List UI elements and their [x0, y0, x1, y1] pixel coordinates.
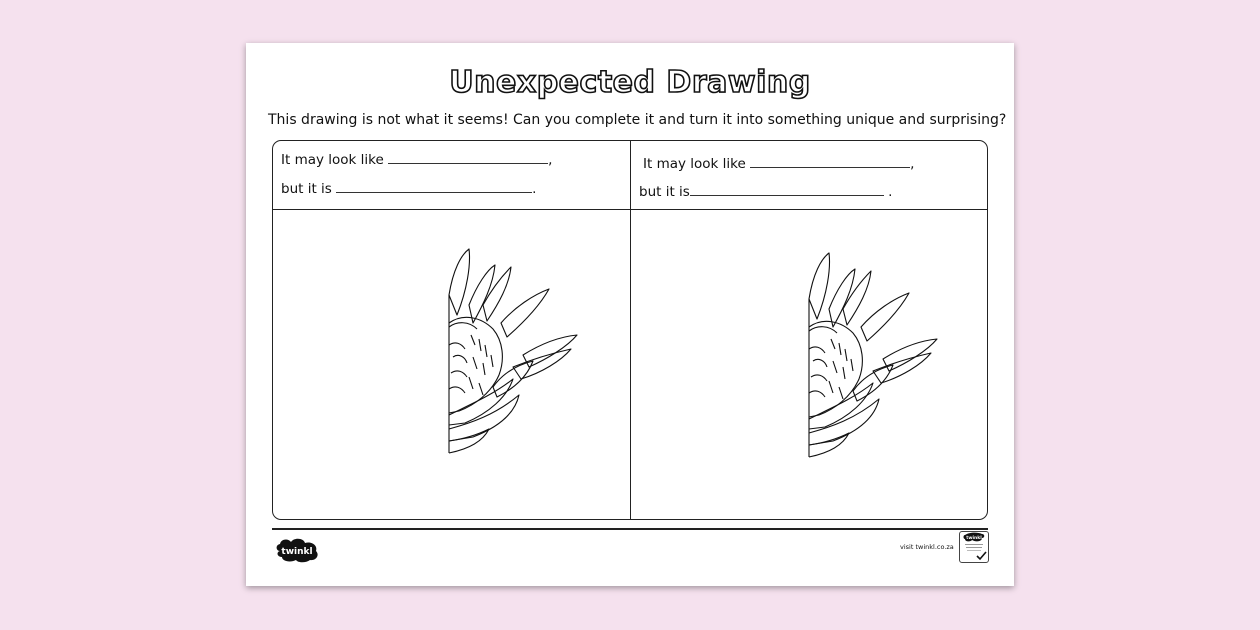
- quality-badge-icon: [959, 531, 989, 563]
- badge-text: twinkl: [966, 536, 982, 541]
- worksheet-title: Unexpected Drawing: [449, 65, 811, 100]
- protea-drawing-right: [803, 249, 943, 459]
- worksheet-page: [246, 43, 1014, 586]
- panel-2-looks-like-line: [643, 155, 914, 172]
- panel-2-but-it-is-line: [639, 183, 892, 200]
- panel-1-but-it-is-line: [281, 180, 536, 197]
- panel-1-but-it-is-label: but it is: [281, 181, 332, 197]
- instructions-text: This drawing is not what it seems! Can you complete it and turn it into something unique and surprising?: [268, 112, 1007, 128]
- panel-2-looks-like-blank[interactable]: [750, 155, 910, 168]
- twinkl-logo-icon[interactable]: [274, 537, 320, 563]
- panel-2-but-it-is-blank[interactable]: [690, 183, 884, 196]
- panel-2-but-it-is-label: but it is: [639, 184, 690, 200]
- grid-divider-vertical: [630, 141, 631, 519]
- visit-link[interactable]: visit twinkl.co.za: [900, 543, 954, 551]
- panel-1-looks-like-blank[interactable]: [388, 151, 548, 164]
- panel-2-looks-like-label: It may look like: [643, 156, 746, 172]
- panel-1-looks-like-line: [281, 151, 552, 168]
- grid-divider-horizontal: [273, 209, 987, 210]
- drawing-grid: [272, 140, 988, 520]
- panel-2-comma: ,: [910, 156, 915, 172]
- panel-2-period: .: [888, 184, 893, 200]
- logo-text: twinkl: [281, 547, 313, 557]
- protea-drawing-left: [443, 245, 583, 455]
- panel-1-looks-like-label: It may look like: [281, 152, 384, 168]
- panel-1-but-it-is-blank[interactable]: [336, 180, 532, 193]
- panel-1-period: .: [532, 181, 537, 197]
- panel-1-comma: ,: [548, 152, 553, 168]
- footer-divider: [272, 528, 988, 530]
